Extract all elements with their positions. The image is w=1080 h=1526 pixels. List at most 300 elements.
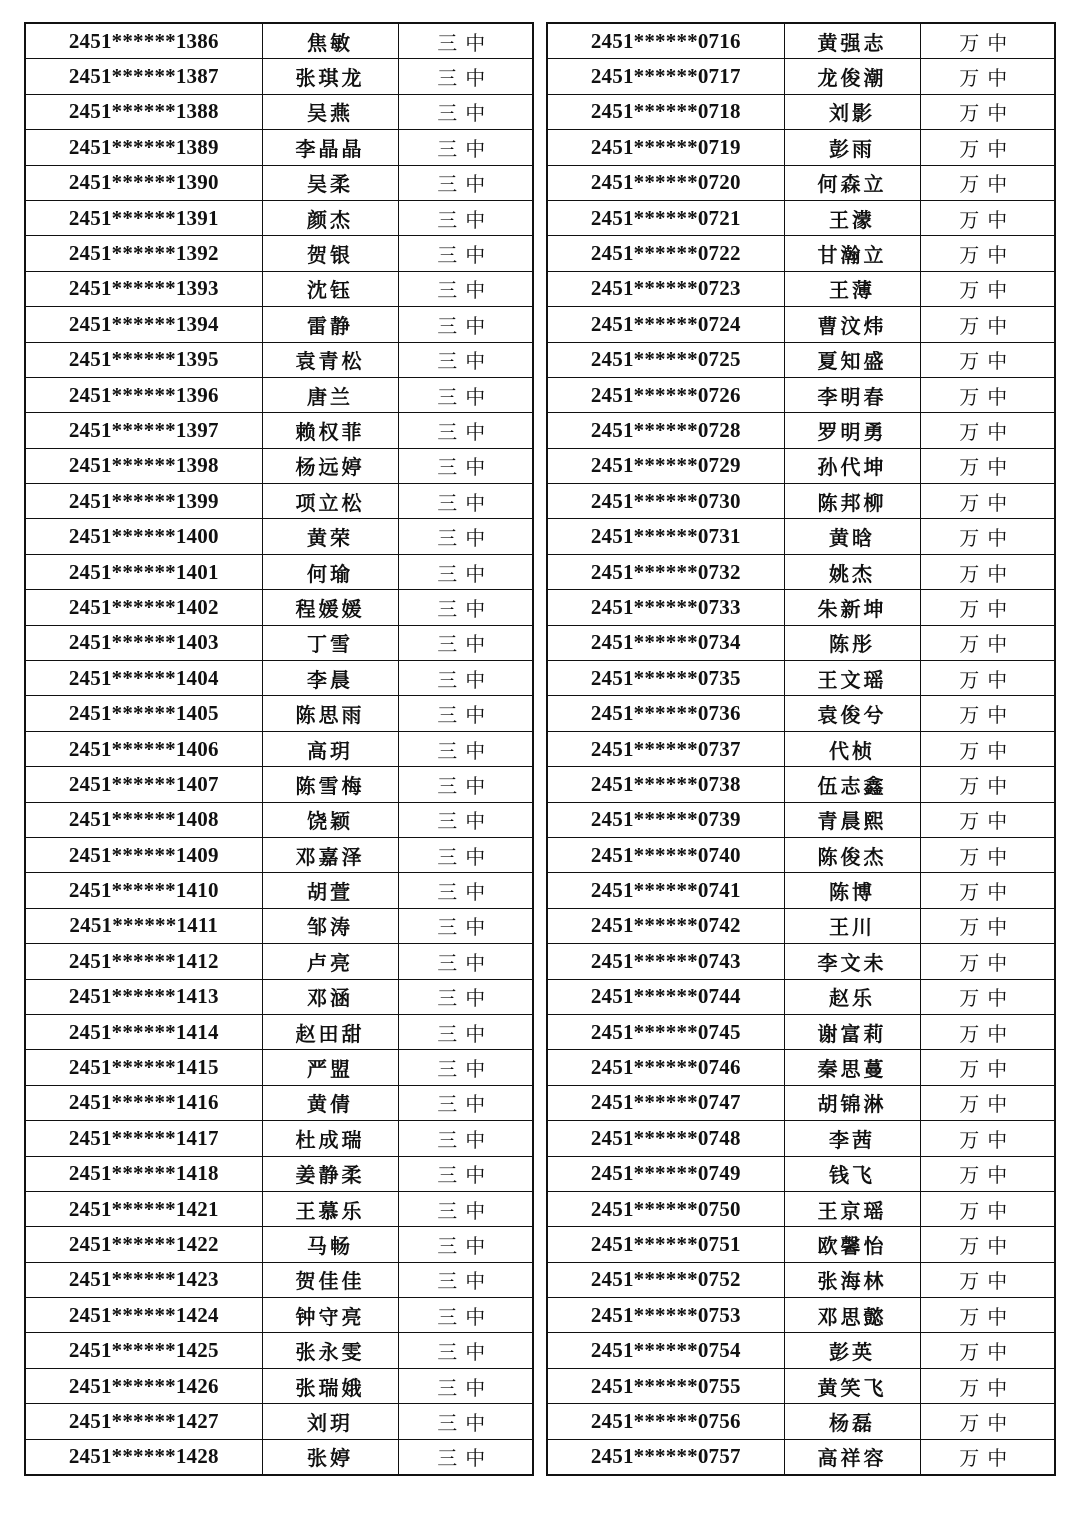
id-cell: 2451******1426 (25, 1368, 262, 1403)
table-row (547, 590, 1055, 625)
name-cell: 张琪龙 (262, 59, 398, 94)
id-cell: 2451******1391 (25, 200, 262, 235)
id-cell: 2451******1421 (25, 1191, 262, 1226)
name-cell: 李文未 (784, 944, 920, 979)
id-cell: 2451******0718 (547, 94, 784, 129)
table-row (547, 413, 1055, 448)
name-cell: 孙代坤 (784, 448, 920, 483)
name-cell: 谢富莉 (784, 1014, 920, 1049)
table-row (547, 1227, 1055, 1262)
name-cell: 王薄 (784, 271, 920, 306)
table-row (25, 837, 533, 872)
id-cell: 2451******0757 (547, 1439, 784, 1475)
school-cell: 万中 (920, 1298, 1055, 1333)
table-row (547, 200, 1055, 235)
school-cell: 万中 (920, 1085, 1055, 1120)
table-row (547, 1404, 1055, 1439)
table-row (25, 1156, 533, 1191)
table-row (547, 1191, 1055, 1226)
table-row (25, 1439, 533, 1475)
name-cell: 邓嘉泽 (262, 837, 398, 872)
name-cell: 焦敏 (262, 23, 398, 59)
id-cell: 2451******0721 (547, 200, 784, 235)
name-cell: 贺佳佳 (262, 1262, 398, 1297)
id-cell: 2451******1392 (25, 236, 262, 271)
school-cell: 三中 (398, 1227, 533, 1262)
name-cell: 青晨熙 (784, 802, 920, 837)
name-cell: 邓思懿 (784, 1298, 920, 1333)
school-cell: 三中 (398, 165, 533, 200)
school-cell: 三中 (398, 236, 533, 271)
name-cell: 高祥容 (784, 1439, 920, 1475)
id-cell: 2451******0736 (547, 696, 784, 731)
school-cell: 万中 (920, 625, 1055, 660)
name-cell: 曹汶炜 (784, 307, 920, 342)
name-cell: 赵乐 (784, 979, 920, 1014)
table-row (25, 1227, 533, 1262)
table-row (547, 625, 1055, 660)
name-cell: 王文瑶 (784, 661, 920, 696)
id-cell: 2451******1393 (25, 271, 262, 306)
school-cell: 万中 (920, 165, 1055, 200)
table-row (547, 767, 1055, 802)
table-row (25, 1121, 533, 1156)
id-cell: 2451******1425 (25, 1333, 262, 1368)
table-row (547, 1298, 1055, 1333)
school-cell: 三中 (398, 59, 533, 94)
id-cell: 2451******0752 (547, 1262, 784, 1297)
table-row (25, 1262, 533, 1297)
school-cell: 三中 (398, 1298, 533, 1333)
school-cell: 万中 (920, 554, 1055, 589)
table-row (25, 377, 533, 412)
table-row (25, 200, 533, 235)
id-cell: 2451******0719 (547, 130, 784, 165)
table-row (25, 484, 533, 519)
id-cell: 2451******1386 (25, 23, 262, 59)
name-cell: 吴柔 (262, 165, 398, 200)
table-row (547, 342, 1055, 377)
school-cell: 万中 (920, 484, 1055, 519)
table-row (25, 1014, 533, 1049)
table-row (547, 908, 1055, 943)
school-cell: 三中 (398, 908, 533, 943)
id-cell: 2451******1399 (25, 484, 262, 519)
left-roster-table (24, 22, 534, 1476)
school-cell: 万中 (920, 731, 1055, 766)
school-cell: 万中 (920, 130, 1055, 165)
name-cell: 邹涛 (262, 908, 398, 943)
table-row (25, 1404, 533, 1439)
school-cell: 三中 (398, 1121, 533, 1156)
school-cell: 万中 (920, 413, 1055, 448)
school-cell: 三中 (398, 837, 533, 872)
id-cell: 2451******1396 (25, 377, 262, 412)
name-cell: 杜成瑞 (262, 1121, 398, 1156)
table-row (25, 1368, 533, 1403)
school-cell: 三中 (398, 94, 533, 129)
table-row (25, 271, 533, 306)
name-cell: 钱飞 (784, 1156, 920, 1191)
table-row (25, 23, 533, 59)
school-cell: 万中 (920, 200, 1055, 235)
id-cell: 2451******0720 (547, 165, 784, 200)
name-cell: 黄晗 (784, 519, 920, 554)
table-row (25, 94, 533, 129)
table-row (25, 661, 533, 696)
school-cell: 万中 (920, 1404, 1055, 1439)
table-row (547, 519, 1055, 554)
id-cell: 2451******0717 (547, 59, 784, 94)
table-row (547, 979, 1055, 1014)
name-cell: 甘瀚立 (784, 236, 920, 271)
id-cell: 2451******1415 (25, 1050, 262, 1085)
id-cell: 2451******0722 (547, 236, 784, 271)
school-cell: 三中 (398, 448, 533, 483)
table-row (547, 1121, 1055, 1156)
id-cell: 2451******1388 (25, 94, 262, 129)
table-row (547, 236, 1055, 271)
table-row (25, 307, 533, 342)
school-cell: 三中 (398, 1085, 533, 1120)
school-cell: 万中 (920, 448, 1055, 483)
id-cell: 2451******1407 (25, 767, 262, 802)
right-roster-table (546, 22, 1056, 1476)
school-cell: 三中 (398, 130, 533, 165)
table-row (547, 661, 1055, 696)
id-cell: 2451******1411 (25, 908, 262, 943)
table-row (25, 165, 533, 200)
name-cell: 陈彤 (784, 625, 920, 660)
name-cell: 刘影 (784, 94, 920, 129)
id-cell: 2451******0729 (547, 448, 784, 483)
table-row (25, 554, 533, 589)
school-cell: 万中 (920, 873, 1055, 908)
id-cell: 2451******0751 (547, 1227, 784, 1262)
table-row (547, 271, 1055, 306)
id-cell: 2451******0743 (547, 944, 784, 979)
table-row (547, 731, 1055, 766)
name-cell: 钟守亮 (262, 1298, 398, 1333)
school-cell: 万中 (920, 519, 1055, 554)
table-row (547, 1156, 1055, 1191)
table-row (547, 23, 1055, 59)
id-cell: 2451******0753 (547, 1298, 784, 1333)
name-cell: 杨磊 (784, 1404, 920, 1439)
id-cell: 2451******1398 (25, 448, 262, 483)
name-cell: 姜静柔 (262, 1156, 398, 1191)
school-cell: 三中 (398, 1368, 533, 1403)
id-cell: 2451******1403 (25, 625, 262, 660)
school-cell: 万中 (920, 1014, 1055, 1049)
id-cell: 2451******1400 (25, 519, 262, 554)
table-row (547, 59, 1055, 94)
school-cell: 三中 (398, 307, 533, 342)
school-cell: 三中 (398, 979, 533, 1014)
name-cell: 王川 (784, 908, 920, 943)
id-cell: 2451******0749 (547, 1156, 784, 1191)
school-cell: 三中 (398, 1050, 533, 1085)
school-cell: 万中 (920, 59, 1055, 94)
name-cell: 沈钰 (262, 271, 398, 306)
school-cell: 万中 (920, 908, 1055, 943)
table-row (547, 1085, 1055, 1120)
table-row (25, 590, 533, 625)
table-row (25, 696, 533, 731)
id-cell: 2451******0738 (547, 767, 784, 802)
table-row (547, 837, 1055, 872)
table-row (547, 1333, 1055, 1368)
name-cell: 张永雯 (262, 1333, 398, 1368)
school-cell: 三中 (398, 1439, 533, 1475)
name-cell: 黄强志 (784, 23, 920, 59)
id-cell: 2451******0732 (547, 554, 784, 589)
table-row (547, 130, 1055, 165)
name-cell: 罗明勇 (784, 413, 920, 448)
id-cell: 2451******0735 (547, 661, 784, 696)
id-cell: 2451******1412 (25, 944, 262, 979)
school-cell: 万中 (920, 802, 1055, 837)
name-cell: 丁雪 (262, 625, 398, 660)
name-cell: 贺银 (262, 236, 398, 271)
table-row (547, 484, 1055, 519)
school-cell: 三中 (398, 873, 533, 908)
id-cell: 2451******1413 (25, 979, 262, 1014)
school-cell: 三中 (398, 554, 533, 589)
id-cell: 2451******1394 (25, 307, 262, 342)
id-cell: 2451******1387 (25, 59, 262, 94)
school-cell: 万中 (920, 1227, 1055, 1262)
name-cell: 陈思雨 (262, 696, 398, 731)
name-cell: 李明春 (784, 377, 920, 412)
table-row (25, 236, 533, 271)
name-cell: 陈博 (784, 873, 920, 908)
table-row (547, 1262, 1055, 1297)
id-cell: 2451******0726 (547, 377, 784, 412)
table-row (25, 1050, 533, 1085)
id-cell: 2451******0725 (547, 342, 784, 377)
name-cell: 卢亮 (262, 944, 398, 979)
table-row (547, 1439, 1055, 1475)
name-cell: 何瑜 (262, 554, 398, 589)
id-cell: 2451******1418 (25, 1156, 262, 1191)
name-cell: 袁俊兮 (784, 696, 920, 731)
table-row (547, 696, 1055, 731)
table-row (547, 377, 1055, 412)
table-row (25, 1333, 533, 1368)
table-row (25, 625, 533, 660)
school-cell: 三中 (398, 1191, 533, 1226)
name-cell: 王京瑶 (784, 1191, 920, 1226)
name-cell: 张婷 (262, 1439, 398, 1475)
id-cell: 2451******1417 (25, 1121, 262, 1156)
name-cell: 朱新坤 (784, 590, 920, 625)
school-cell: 三中 (398, 944, 533, 979)
table-row (25, 413, 533, 448)
school-cell: 三中 (398, 1014, 533, 1049)
table-row (547, 873, 1055, 908)
school-cell: 万中 (920, 1121, 1055, 1156)
school-cell: 万中 (920, 767, 1055, 802)
id-cell: 2451******0731 (547, 519, 784, 554)
id-cell: 2451******1402 (25, 590, 262, 625)
school-cell: 万中 (920, 236, 1055, 271)
school-cell: 万中 (920, 1333, 1055, 1368)
name-cell: 马畅 (262, 1227, 398, 1262)
school-cell: 三中 (398, 23, 533, 59)
table-row (25, 1191, 533, 1226)
id-cell: 2451******0754 (547, 1333, 784, 1368)
school-cell: 三中 (398, 625, 533, 660)
school-cell: 三中 (398, 519, 533, 554)
id-cell: 2451******0728 (547, 413, 784, 448)
school-cell: 三中 (398, 731, 533, 766)
table-row (547, 944, 1055, 979)
name-cell: 夏知盛 (784, 342, 920, 377)
id-cell: 2451******1389 (25, 130, 262, 165)
table-row (547, 307, 1055, 342)
table-row (547, 802, 1055, 837)
id-cell: 2451******0746 (547, 1050, 784, 1085)
left-roster-body (25, 23, 533, 1475)
school-cell: 万中 (920, 1156, 1055, 1191)
id-cell: 2451******0740 (547, 837, 784, 872)
school-cell: 万中 (920, 271, 1055, 306)
id-cell: 2451******0756 (547, 1404, 784, 1439)
table-row (547, 1368, 1055, 1403)
name-cell: 张海林 (784, 1262, 920, 1297)
name-cell: 严盟 (262, 1050, 398, 1085)
school-cell: 三中 (398, 413, 533, 448)
id-cell: 2451******0723 (547, 271, 784, 306)
school-cell: 三中 (398, 767, 533, 802)
id-cell: 2451******0716 (547, 23, 784, 59)
name-cell: 袁青松 (262, 342, 398, 377)
id-cell: 2451******1397 (25, 413, 262, 448)
id-cell: 2451******0737 (547, 731, 784, 766)
id-cell: 2451******1422 (25, 1227, 262, 1262)
school-cell: 万中 (920, 1262, 1055, 1297)
table-row (25, 130, 533, 165)
name-cell: 彭英 (784, 1333, 920, 1368)
name-cell: 陈俊杰 (784, 837, 920, 872)
id-cell: 2451******0755 (547, 1368, 784, 1403)
table-row (25, 908, 533, 943)
table-row (547, 448, 1055, 483)
name-cell: 彭雨 (784, 130, 920, 165)
name-cell: 代桢 (784, 731, 920, 766)
name-cell: 王慕乐 (262, 1191, 398, 1226)
id-cell: 2451******0750 (547, 1191, 784, 1226)
name-cell: 王濛 (784, 200, 920, 235)
name-cell: 高玥 (262, 731, 398, 766)
school-cell: 万中 (920, 661, 1055, 696)
school-cell: 万中 (920, 23, 1055, 59)
name-cell: 张瑞娥 (262, 1368, 398, 1403)
name-cell: 陈雪梅 (262, 767, 398, 802)
name-cell: 胡萱 (262, 873, 398, 908)
school-cell: 三中 (398, 661, 533, 696)
school-cell: 万中 (920, 696, 1055, 731)
id-cell: 2451******1427 (25, 1404, 262, 1439)
id-cell: 2451******1395 (25, 342, 262, 377)
id-cell: 2451******0741 (547, 873, 784, 908)
school-cell: 万中 (920, 342, 1055, 377)
table-row (25, 519, 533, 554)
id-cell: 2451******0733 (547, 590, 784, 625)
name-cell: 饶颖 (262, 802, 398, 837)
id-cell: 2451******0745 (547, 1014, 784, 1049)
id-cell: 2451******1409 (25, 837, 262, 872)
id-cell: 2451******1428 (25, 1439, 262, 1475)
name-cell: 欧馨怡 (784, 1227, 920, 1262)
school-cell: 三中 (398, 696, 533, 731)
name-cell: 赵田甜 (262, 1014, 398, 1049)
id-cell: 2451******1405 (25, 696, 262, 731)
name-cell: 陈邦柳 (784, 484, 920, 519)
id-cell: 2451******0739 (547, 802, 784, 837)
school-cell: 三中 (398, 200, 533, 235)
name-cell: 龙俊潮 (784, 59, 920, 94)
right-roster-body (547, 23, 1055, 1475)
name-cell: 秦思蔓 (784, 1050, 920, 1085)
table-row (25, 767, 533, 802)
school-cell: 三中 (398, 1333, 533, 1368)
table-row (25, 873, 533, 908)
table-row (547, 165, 1055, 200)
table-row (25, 59, 533, 94)
school-cell: 万中 (920, 1368, 1055, 1403)
school-cell: 三中 (398, 1156, 533, 1191)
name-cell: 杨远婷 (262, 448, 398, 483)
name-cell: 程媛媛 (262, 590, 398, 625)
table-row (547, 554, 1055, 589)
id-cell: 2451******0730 (547, 484, 784, 519)
name-cell: 雷静 (262, 307, 398, 342)
school-cell: 万中 (920, 590, 1055, 625)
id-cell: 2451******0747 (547, 1085, 784, 1120)
name-cell: 颜杰 (262, 200, 398, 235)
name-cell: 黄荣 (262, 519, 398, 554)
name-cell: 胡锦淋 (784, 1085, 920, 1120)
id-cell: 2451******0724 (547, 307, 784, 342)
school-cell: 三中 (398, 342, 533, 377)
school-cell: 万中 (920, 377, 1055, 412)
id-cell: 2451******1404 (25, 661, 262, 696)
name-cell: 黄笑飞 (784, 1368, 920, 1403)
school-cell: 三中 (398, 1262, 533, 1297)
id-cell: 2451******1408 (25, 802, 262, 837)
name-cell: 何森立 (784, 165, 920, 200)
id-cell: 2451******1424 (25, 1298, 262, 1333)
name-cell: 项立松 (262, 484, 398, 519)
id-cell: 2451******0734 (547, 625, 784, 660)
id-cell: 2451******1390 (25, 165, 262, 200)
table-row (25, 731, 533, 766)
table-row (25, 944, 533, 979)
id-cell: 2451******1406 (25, 731, 262, 766)
school-cell: 万中 (920, 837, 1055, 872)
school-cell: 三中 (398, 484, 533, 519)
table-row (547, 1014, 1055, 1049)
school-cell: 万中 (920, 94, 1055, 129)
id-cell: 2451******1414 (25, 1014, 262, 1049)
id-cell: 2451******0748 (547, 1121, 784, 1156)
id-cell: 2451******1401 (25, 554, 262, 589)
table-row (25, 979, 533, 1014)
id-cell: 2451******0744 (547, 979, 784, 1014)
name-cell: 伍志鑫 (784, 767, 920, 802)
